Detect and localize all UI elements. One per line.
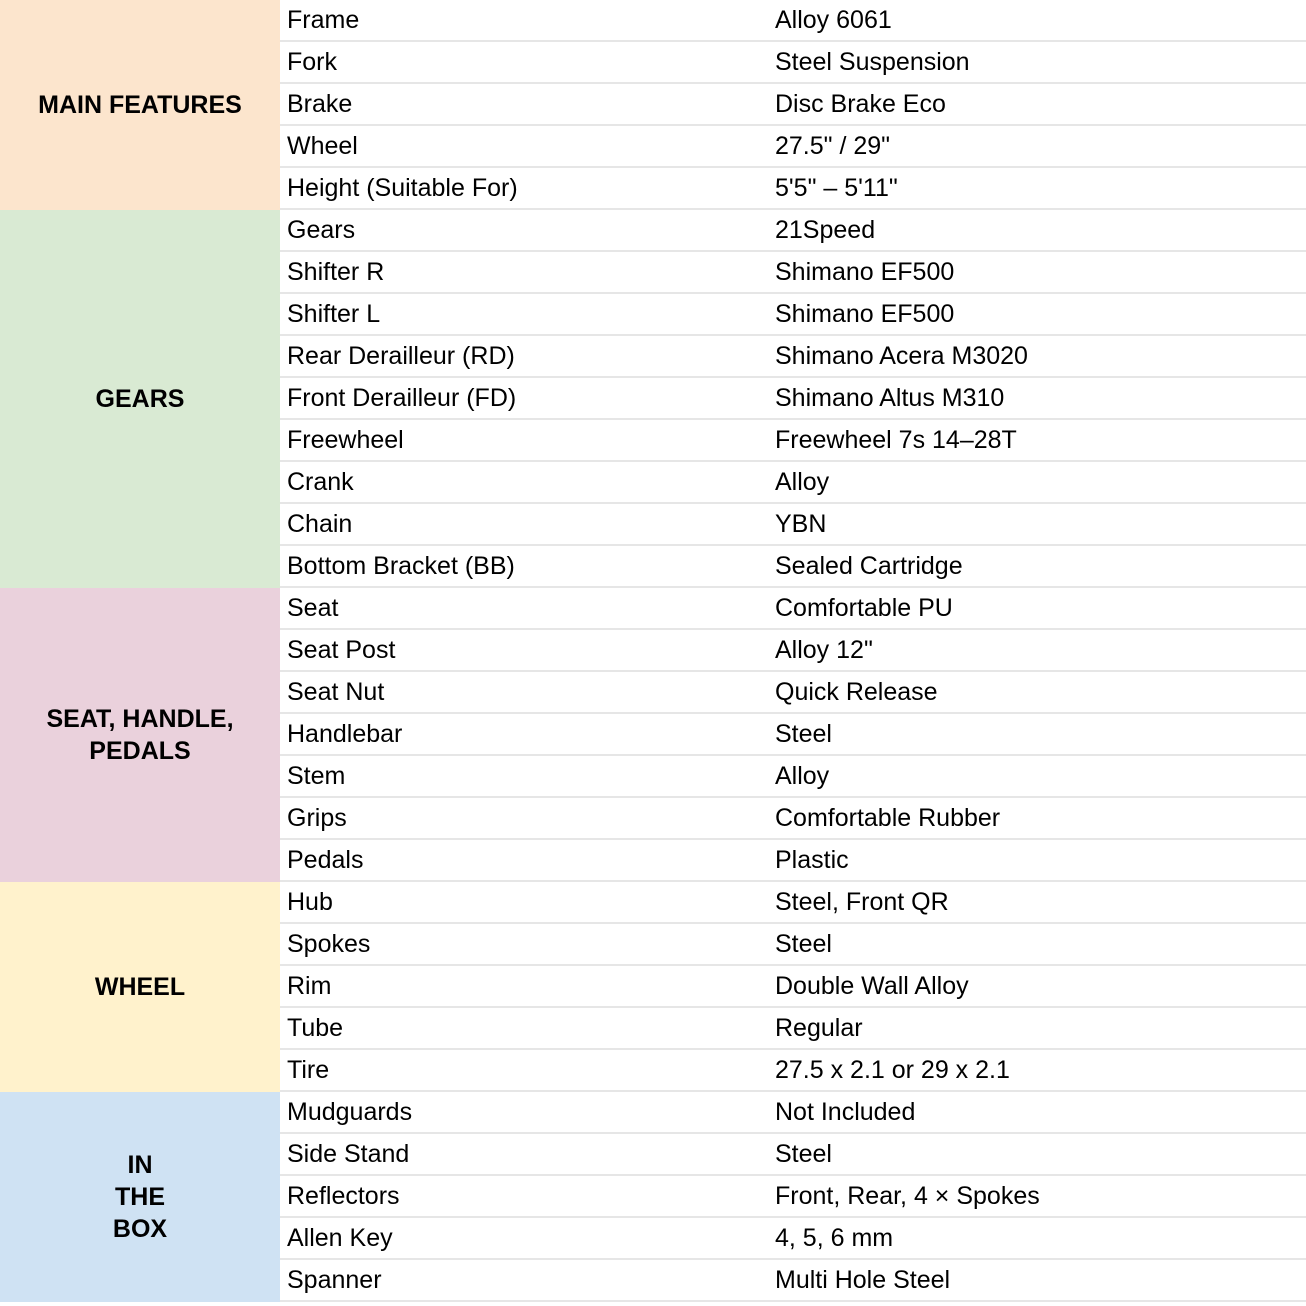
spec-value-cell: Comfortable Rubber xyxy=(775,804,1001,832)
spec-row xyxy=(280,1134,1306,1176)
spec-value-cell: 4, 5, 6 mm xyxy=(775,1224,894,1252)
section-label-text: WHEEL xyxy=(94,973,186,1001)
spec-name-cell: Tire xyxy=(287,1056,330,1084)
spec-value-cell: Front, Rear, 4 × Spokes xyxy=(775,1182,1040,1210)
spec-row xyxy=(280,924,1306,966)
spec-name-cell: Shifter L xyxy=(287,300,381,328)
spec-row xyxy=(280,42,1306,84)
spec-value-cell: Steel, Front QR xyxy=(775,888,949,916)
spec-name-cell: Side Stand xyxy=(287,1140,410,1168)
spec-value-cell: Comfortable PU xyxy=(775,594,953,622)
spec-name-cell: Height (Suitable For) xyxy=(287,174,518,202)
spec-value-cell: Alloy 12" xyxy=(775,636,873,664)
spec-name-cell: Bottom Bracket (BB) xyxy=(287,552,515,580)
section-label-text: GEARS xyxy=(95,385,185,413)
spec-rows xyxy=(280,1092,1306,1302)
spec-value-cell: Shimano EF500 xyxy=(775,300,955,328)
spec-value-cell: Steel xyxy=(775,1140,832,1168)
spec-row xyxy=(280,168,1306,210)
spec-row xyxy=(280,1092,1306,1134)
spec-value-cell: Double Wall Alloy xyxy=(775,972,969,1000)
spec-row xyxy=(280,252,1306,294)
spec-value-cell: Shimano Acera M3020 xyxy=(775,342,1028,370)
spec-name-cell: Tube xyxy=(287,1014,344,1042)
spec-value-cell: YBN xyxy=(775,510,827,538)
spec-row xyxy=(280,756,1306,798)
spec-name-cell: Freewheel xyxy=(287,426,404,454)
spec-value-cell: Multi Hole Steel xyxy=(775,1266,951,1294)
spec-name-cell: Brake xyxy=(287,90,353,118)
section-label xyxy=(0,882,280,1092)
spec-name-cell: Rim xyxy=(287,972,332,1000)
spec-row xyxy=(280,378,1306,420)
spec-row xyxy=(280,1218,1306,1260)
section-label-text: IN THE BOX xyxy=(112,1151,168,1243)
spec-name-cell: Crank xyxy=(287,468,354,496)
spec-rows xyxy=(280,882,1306,1092)
spec-name-cell: Seat Post xyxy=(287,636,396,664)
spec-row xyxy=(280,420,1306,462)
spec-name-cell: Seat Nut xyxy=(287,678,385,706)
spec-section xyxy=(0,0,1306,210)
spec-row xyxy=(280,546,1306,588)
section-label-text: SEAT, HANDLE, PEDALS xyxy=(46,705,234,765)
spec-value-cell: 5'5" – 5'11" xyxy=(775,174,898,202)
spec-row xyxy=(280,714,1306,756)
spec-name-cell: Spanner xyxy=(287,1266,382,1294)
section-label xyxy=(0,588,280,882)
spec-name-cell: Chain xyxy=(287,510,353,538)
spec-value-cell: Alloy xyxy=(775,468,830,496)
spec-row xyxy=(280,294,1306,336)
spec-value-cell: Quick Release xyxy=(775,678,938,706)
spec-section xyxy=(0,588,1306,882)
spec-name-cell: Gears xyxy=(287,216,356,244)
spec-name-cell: Hub xyxy=(287,888,333,916)
spec-row xyxy=(280,798,1306,840)
spec-value-cell: Plastic xyxy=(775,846,849,874)
spec-row xyxy=(280,966,1306,1008)
spec-row xyxy=(280,1260,1306,1302)
spec-section xyxy=(0,1092,1306,1302)
spec-name-cell: Grips xyxy=(287,804,347,832)
spec-name-cell: Front Derailleur (FD) xyxy=(287,384,517,412)
spec-name-cell: Mudguards xyxy=(287,1098,413,1126)
spec-value-cell: Steel xyxy=(775,720,832,748)
section-label xyxy=(0,0,280,210)
spec-row xyxy=(280,84,1306,126)
spec-value-cell: Alloy 6061 xyxy=(775,6,892,34)
spec-rows xyxy=(280,210,1306,588)
spec-name-cell: Seat xyxy=(287,594,339,622)
spec-row xyxy=(280,462,1306,504)
spec-row xyxy=(280,1176,1306,1218)
spec-value-cell: Sealed Cartridge xyxy=(775,552,963,580)
spec-value-cell: 27.5" / 29" xyxy=(775,132,891,160)
spec-section xyxy=(0,882,1306,1092)
spec-value-cell: Not Included xyxy=(775,1098,916,1126)
spec-row xyxy=(280,672,1306,714)
spec-rows xyxy=(280,588,1306,882)
spec-value-cell: Freewheel 7s 14–28T xyxy=(775,426,1017,454)
spec-name-cell: Spokes xyxy=(287,930,371,958)
spec-name-cell: Wheel xyxy=(287,132,358,160)
section-label xyxy=(0,210,280,588)
spec-name-cell: Pedals xyxy=(287,846,364,874)
spec-row xyxy=(280,630,1306,672)
section-label-text: MAIN FEATURES xyxy=(38,91,242,119)
spec-row xyxy=(280,840,1306,882)
spec-value-cell: Shimano Altus M310 xyxy=(775,384,1005,412)
spec-value-cell: Alloy xyxy=(775,762,830,790)
spec-value-cell: 27.5 x 2.1 or 29 x 2.1 xyxy=(775,1056,1010,1084)
spec-name-cell: Reflectors xyxy=(287,1182,400,1210)
spec-name-cell: Rear Derailleur (RD) xyxy=(287,342,515,370)
spec-name-cell: Allen Key xyxy=(287,1224,393,1252)
spec-value-cell: Steel xyxy=(775,930,832,958)
spec-name-cell: Stem xyxy=(287,762,346,790)
spec-row xyxy=(280,0,1306,42)
spec-row xyxy=(280,336,1306,378)
spec-row xyxy=(280,1008,1306,1050)
spec-value-cell: Shimano EF500 xyxy=(775,258,955,286)
spec-value-cell: 21Speed xyxy=(775,216,876,244)
spec-value-cell: Regular xyxy=(775,1014,863,1042)
spec-name-cell: Frame xyxy=(287,6,360,34)
spec-row xyxy=(280,210,1306,252)
spec-name-cell: Handlebar xyxy=(287,720,403,748)
spec-rows xyxy=(280,0,1306,210)
spec-value-cell: Disc Brake Eco xyxy=(775,90,946,118)
spec-row xyxy=(280,504,1306,546)
spec-name-cell: Fork xyxy=(287,48,337,76)
spec-name-cell: Shifter R xyxy=(287,258,385,286)
spec-row xyxy=(280,882,1306,924)
section-label xyxy=(0,1092,280,1302)
spec-row xyxy=(280,126,1306,168)
spec-row xyxy=(280,588,1306,630)
spec-section xyxy=(0,210,1306,588)
spec-row xyxy=(280,1050,1306,1092)
spec-value-cell: Steel Suspension xyxy=(775,48,970,76)
